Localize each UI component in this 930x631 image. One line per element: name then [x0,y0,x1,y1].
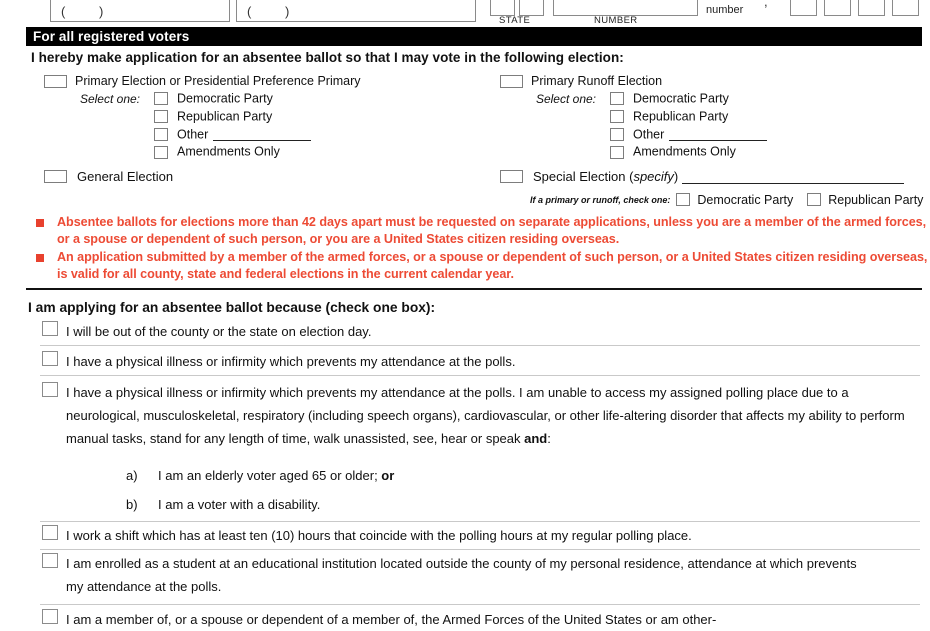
right-democratic-party-checkbox[interactable] [610,92,624,105]
reason-label-disability-access [66,381,906,450]
reason-divider [40,549,920,550]
left-amendments-row[interactable] [44,144,484,159]
reason-divider [40,375,920,376]
right-other-party-checkbox[interactable] [610,128,624,141]
state-box-1[interactable] [490,0,515,16]
left-amendments-only-checkbox[interactable] [154,146,168,159]
sub-item-b [126,497,320,512]
reason-label-physical-illness: I have a physical illness or infirmity which prevents my attendance at the polls. [66,354,516,369]
warning-item [36,214,930,247]
warning-notices [36,214,930,284]
phone-1-open-paren: ( [61,4,66,19]
runoff-democratic-checkbox[interactable] [676,193,690,206]
primary-runoff-label: Primary Runoff Election [531,74,663,88]
reason-divider [40,604,920,605]
reason-checkbox-work-shift[interactable] [42,525,58,540]
right-amendments-row[interactable] [500,144,930,159]
primary-runoff-election-row[interactable] [500,74,930,88]
warning-text-1: Absentee ballots for elections more than 42 days apart must be requested on separate applications, unless you are a member of the armed forces, or a spouse or dependent of such person, or you are a United States citizen residing overseas. [57,215,927,246]
primary-runoff-checkbox[interactable] [500,75,523,88]
special-election-label-specify: specify [633,169,674,185]
left-democratic-party-label: Democratic Party [177,91,273,106]
phone-field-2[interactable] [236,0,476,22]
runoff-democratic-label: Democratic Party [697,192,794,207]
left-other-party-label: Other [177,127,209,142]
reason-label-disability-access-text: I have a physical illness or infirmity which prevents my attendance at the polls. I am unable to access my assigned polling place due to a neurological, musculoskeletal, respiratory (including speech organs), cardiovascular, or other life-altering disorder that affects my ability to perform manual tasks, stand for any length of time, walk unassisted, see, hear or speak [66,385,905,446]
reason-label-out-of-county: I will be out of the county or the state on election day. [66,324,372,339]
left-amendments-only-label: Amendments Only [177,145,280,160]
runoff-republican-checkbox[interactable] [807,193,821,206]
special-election-label-suffix: ) [673,169,679,185]
reason-label-disability-and: and [524,431,548,446]
top-field-row [0,0,930,24]
left-republican-party-checkbox[interactable] [154,110,168,123]
right-other-row[interactable] [500,127,930,142]
right-democratic-party-label: Democratic Party [633,91,729,106]
phone-2-open-paren: ( [247,4,252,19]
election-column-left [44,74,484,184]
special-election-checkbox[interactable] [500,170,523,183]
special-election-label-prefix: Special Election ( [533,169,634,185]
reason-row-student[interactable] [42,552,870,598]
left-democratic-party-checkbox[interactable] [154,92,168,105]
number-label: NUMBER [594,15,638,26]
number-word-label: number [706,4,744,16]
lead-statement: I hereby make application for an absentee ballot so that I may vote in the following election: [31,50,624,65]
reason-label-work-shift: I work a shift which has at least ten (10) hours that coincide with the polling hours at my regular polling place. [66,528,692,543]
red-square-bullet-icon [36,219,44,227]
right-republican-party-label: Republican Party [633,109,729,124]
general-election-row[interactable] [44,169,484,184]
runoff-note-label: If a primary or runoff, check one: [530,194,671,205]
reason-divider [40,521,920,522]
right-amendments-only-checkbox[interactable] [610,146,624,159]
sub-item-b-letter: b) [126,497,138,512]
reason-checkbox-disability-access[interactable] [42,382,58,397]
special-election-input-line[interactable] [682,172,904,184]
left-other-row[interactable] [44,127,484,142]
sub-item-a-text: I am an elderly voter aged 65 or older; [158,468,382,483]
state-box-2[interactable] [519,0,544,16]
reason-label-student: I am enrolled as a student at an educational institution located outside the county of my personal residence, attendance at which prevents my attendance at the polls. [66,556,857,594]
sub-item-a [126,468,394,483]
reason-row-out-of-county[interactable] [42,320,918,343]
reason-divider [40,345,920,346]
reason-checkbox-physical-illness[interactable] [42,351,58,366]
reason-label-armed-forces: I am a member of, or a spouse or dependent of a member of, the Armed Forces of the United States or am other- [66,612,717,627]
phone-field-1[interactable] [50,0,230,22]
warning-text-2: An application submitted by a member of the armed forces, or a spouse or dependent of such person, or a United States citizen residing overseas, is valid for all county, state and federal elections in the current calendar year. [57,250,928,281]
right-republican-row[interactable] [500,109,930,124]
reason-row-disability-access[interactable] [42,381,906,450]
divider-above-reasons [26,288,922,290]
reason-checkbox-armed-forces[interactable] [42,609,58,624]
comma-mark: , [764,0,768,9]
left-republican-row[interactable] [44,109,484,124]
ssn-digit-box-2[interactable] [824,0,851,16]
left-select-one-label: Select one: [79,91,140,106]
warning-item [36,249,930,282]
right-select-one-democratic-row[interactable] [500,91,930,106]
right-other-party-label: Other [633,127,665,142]
reason-row-physical-illness[interactable] [42,350,918,373]
right-other-party-input-line[interactable] [669,129,767,141]
election-column-right [500,74,930,184]
sub-item-a-letter: a) [126,468,138,483]
runoff-republican-label: Republican Party [828,192,924,207]
sub-item-a-bold: or [381,468,395,483]
reason-label-disability-colon: : [547,431,551,446]
right-amendments-only-label: Amendments Only [633,145,736,160]
general-election-label: General Election [77,169,174,185]
section-header-registered-voters: For all registered voters [26,27,922,46]
phone-1-close-paren: ) [99,4,104,19]
primary-election-row[interactable] [44,74,484,88]
reason-checkbox-student[interactable] [42,553,58,568]
right-republican-party-checkbox[interactable] [610,110,624,123]
state-label: STATE [499,15,531,26]
right-select-one-label: Select one: [535,91,596,106]
reasons-heading: I am applying for an absentee ballot because (check one box): [28,300,436,315]
ssn-digit-box-4[interactable] [892,0,919,16]
sub-item-b-text: I am a voter with a disability. [158,497,321,512]
left-other-party-input-line[interactable] [213,129,311,141]
left-other-party-checkbox[interactable] [154,128,168,141]
special-election-row[interactable] [500,169,930,184]
left-select-one-democratic-row[interactable] [44,91,484,106]
runoff-party-note-row [530,192,930,207]
primary-election-label: Primary Election or Presidential Preference Primary [75,74,361,88]
ssn-digit-box-3[interactable] [858,0,885,16]
red-square-bullet-icon [36,254,44,262]
left-republican-party-label: Republican Party [177,109,273,124]
ssn-digit-box-1[interactable] [790,0,817,16]
reason-row-work-shift[interactable] [42,524,918,547]
reason-checkbox-out-of-county[interactable] [42,321,58,336]
phone-2-close-paren: ) [285,4,290,19]
primary-election-checkbox[interactable] [44,75,67,88]
general-election-checkbox[interactable] [44,170,67,183]
license-number-box[interactable] [553,0,698,16]
